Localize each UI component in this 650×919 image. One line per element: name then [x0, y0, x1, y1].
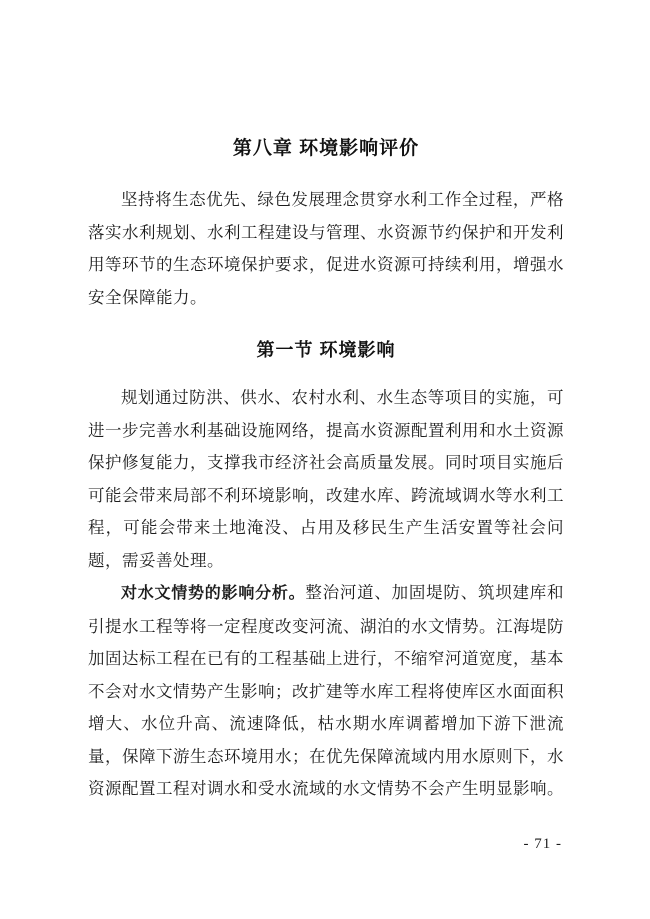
section-paragraph-1: 规划通过防洪、供水、农村水利、水生态等项目的实施，可进一步完善水利基础设施网络，提高水资源配置利用和水土资源保护修复能力，支撑我市经济社会高质量发展。同时项目实施后可能会带来局部不利环境影响，改建水库、跨流域调水等水利工程，可能会带来土地淹没、占用及移民生产生活安置等社会问题，需妥善处理。	[88, 388, 564, 570]
paragraph-bold-lead: 对水文情势的影响分析。	[121, 585, 306, 602]
page-number: - 71 -	[523, 836, 562, 852]
page-content	[88, 133, 564, 806]
section-paragraph-2	[88, 577, 564, 806]
intro-paragraph: 坚持将生态优先、绿色发展理念贯穿水利工作全过程，严格落实水利规划、水利工程建设与管理、水资源节约保护和开发利用等环节的生态环境保护要求，促进水资源可持续利用，增强水安全保障能力。	[88, 190, 564, 307]
section-heading: 第一节 环境影响	[256, 340, 396, 360]
chapter-heading: 第八章 环境影响评价	[232, 138, 420, 159]
paragraph-body-text: 整治河道、加固堤防、筑坝建库和引提水工程等将一定程度改变河流、湖泊的水文情势。江海堤防加固达标工程在已有的工程基础上进行，不缩窄河道宽度，基本不会对水文情势产生影响；改扩建等水库工程将使库区水面面积增大、水位升高、流速降低，枯水期水库调蓄增加下游下泄流量，保障下游生态环境用水；在优先保障流域内用水原则下，水资源配置工程对调水和受水流域的水文情势不会产生明显影响。	[88, 583, 564, 798]
